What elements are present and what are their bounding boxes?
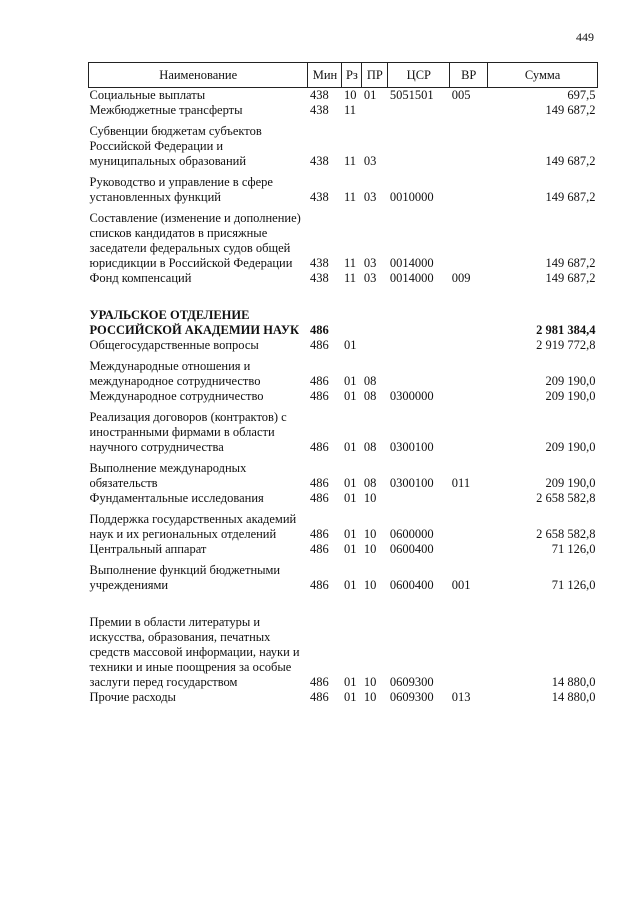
row-min: 486	[309, 389, 329, 403]
row-name: Фонд компенсаций	[89, 271, 192, 285]
table-row	[89, 455, 598, 491]
row-rz: 01	[343, 491, 357, 505]
row-pr: 10	[363, 690, 377, 704]
row-min: 486	[309, 491, 329, 505]
row-pr	[362, 338, 388, 353]
table-row	[89, 353, 598, 389]
row-vr: 009	[451, 271, 471, 285]
row-name: Поддержка государственных академий наук и их региональных отделений	[89, 512, 297, 541]
table-row	[89, 506, 598, 542]
row-min: 438	[309, 103, 329, 117]
table-row	[89, 205, 598, 271]
row-min: 438	[309, 256, 329, 270]
row-vr	[450, 118, 488, 169]
row-min: 486	[309, 527, 329, 541]
row-name: Выполнение функций бюджетными учреждениями	[89, 563, 281, 592]
row-vr	[450, 169, 488, 205]
header-sum: Сумма	[488, 63, 598, 88]
table-row	[89, 118, 598, 169]
row-vr	[450, 205, 488, 271]
row-pr: 08	[363, 440, 377, 454]
table-row	[89, 169, 598, 205]
row-pr: 10	[363, 675, 377, 689]
row-vr: 013	[451, 690, 471, 704]
row-vr	[450, 593, 488, 690]
row-pr: 03	[363, 256, 377, 270]
row-pr: 10	[363, 527, 377, 541]
row-csr: 0010000	[389, 190, 434, 204]
row-sum: 71 126,0	[551, 578, 596, 592]
row-min: 486	[309, 542, 329, 556]
row-min: 438	[309, 271, 329, 285]
row-rz: 11	[343, 271, 356, 285]
row-min: 486	[309, 476, 329, 490]
header-rz: Рз	[342, 63, 362, 88]
row-min: 486	[309, 578, 329, 592]
row-vr	[450, 353, 488, 389]
table-row	[89, 88, 598, 104]
table-row	[89, 103, 598, 118]
row-name: Социальные выплаты	[89, 88, 206, 102]
row-sum: 149 687,2	[545, 103, 596, 117]
row-vr	[450, 404, 488, 455]
row-vr	[450, 389, 488, 404]
row-pr	[362, 103, 388, 118]
row-rz: 01	[343, 690, 357, 704]
row-vr: 011	[451, 476, 471, 490]
row-rz: 11	[343, 190, 356, 204]
row-sum: 697,5	[567, 88, 596, 102]
row-vr	[450, 338, 488, 353]
row-vr	[450, 491, 488, 506]
row-pr: 03	[363, 154, 377, 168]
table-row-section	[89, 286, 598, 338]
row-vr	[450, 506, 488, 542]
row-pr: 08	[363, 476, 377, 490]
row-rz: 11	[343, 256, 356, 270]
row-csr: 0600400	[389, 542, 434, 556]
row-sum: 14 880,0	[551, 675, 596, 689]
row-rz: 01	[343, 527, 357, 541]
row-vr	[450, 286, 488, 338]
row-rz: 11	[343, 103, 356, 117]
row-vr: 005	[451, 88, 471, 102]
row-rz: 01	[343, 374, 357, 388]
row-vr	[450, 103, 488, 118]
row-pr: 10	[363, 491, 377, 505]
row-sum: 2 919 772,8	[536, 338, 596, 352]
row-vr: 001	[451, 578, 471, 592]
row-csr	[388, 103, 450, 118]
budget-table	[88, 62, 598, 705]
table-row	[89, 389, 598, 404]
row-pr: 10	[363, 542, 377, 556]
row-name: Реализация договоров (контрактов) с иностранными фирмами в области научного сотрудничества	[89, 410, 287, 454]
row-pr: 08	[363, 374, 377, 388]
row-name: Субвенции бюджетам субъектов Российской Федерации и муниципальных образований	[89, 124, 262, 168]
row-min: 486	[309, 440, 329, 454]
row-csr: 0014000	[389, 256, 434, 270]
row-pr: 08	[363, 389, 377, 403]
row-name: Прочие расходы	[89, 690, 176, 704]
row-name: Премии в области литературы и искусства, образования, печатных средств массовой информации, науки и техники и иные поощрения за особые заслуги перед государством	[89, 615, 300, 689]
row-sum: 14 880,0	[551, 690, 596, 704]
row-csr: 0600000	[389, 527, 434, 541]
row-name: Международное сотрудничество	[89, 389, 264, 403]
row-sum: 149 687,2	[545, 256, 596, 270]
row-csr: 0609300	[389, 675, 434, 689]
row-min: 486	[309, 374, 329, 388]
row-name: Фундаментальные исследования	[89, 491, 264, 505]
row-sum: 209 190,0	[545, 476, 596, 490]
row-min: 438	[309, 190, 329, 204]
row-name: Руководство и управление в сфере установленных функций	[89, 175, 273, 204]
row-pr	[362, 286, 388, 338]
row-min: 486	[309, 323, 329, 337]
row-csr: 0300100	[389, 440, 434, 454]
table-row	[89, 271, 598, 286]
row-csr	[388, 338, 450, 353]
header-name: Наименование	[89, 63, 308, 88]
row-rz: 01	[343, 476, 357, 490]
row-sum: 149 687,2	[545, 154, 596, 168]
page-number: 449	[576, 30, 594, 44]
row-rz: 01	[343, 542, 357, 556]
row-sum: 209 190,0	[545, 389, 596, 403]
header-min: Мин	[308, 63, 342, 88]
row-sum: 2 981 384,4	[536, 323, 596, 337]
row-sum: 2 658 582,8	[536, 527, 596, 541]
table-row	[89, 491, 598, 506]
row-sum: 71 126,0	[551, 542, 596, 556]
row-rz: 01	[343, 440, 357, 454]
row-sum: 149 687,2	[545, 271, 596, 285]
table-row	[89, 338, 598, 353]
row-name: Межбюджетные трансферты	[89, 103, 243, 117]
row-rz: 01	[343, 338, 357, 352]
row-min: 486	[309, 338, 329, 352]
row-csr: 0014000	[389, 271, 434, 285]
row-min: 486	[309, 690, 329, 704]
row-name: Центральный аппарат	[89, 542, 207, 556]
table-row	[89, 542, 598, 557]
row-min: 486	[309, 675, 329, 689]
row-pr: 10	[363, 578, 377, 592]
row-csr	[388, 286, 450, 338]
row-sum: 2 658 582,8	[536, 491, 596, 505]
row-rz: 01	[343, 675, 357, 689]
row-name: Международные отношения и международное сотрудничество	[89, 359, 261, 388]
row-pr: 01	[363, 88, 377, 102]
row-min: 438	[309, 88, 329, 102]
table-row	[89, 557, 598, 593]
header-pr: ПР	[362, 63, 388, 88]
row-pr: 03	[363, 190, 377, 204]
row-rz: 01	[343, 389, 357, 403]
row-name: Выполнение международных обязательств	[89, 461, 247, 490]
row-rz: 10	[343, 88, 357, 102]
header-csr: ЦСР	[388, 63, 450, 88]
row-csr	[388, 118, 450, 169]
row-min: 438	[309, 154, 329, 168]
row-vr	[450, 542, 488, 557]
header-vr: ВР	[450, 63, 488, 88]
row-csr: 0609300	[389, 690, 434, 704]
row-csr	[388, 491, 450, 506]
row-csr: 0300100	[389, 476, 434, 490]
row-csr: 5051501	[389, 88, 434, 102]
table-row	[89, 690, 598, 705]
row-name: Составление (изменение и дополнение) списков кандидатов в присяжные заседатели федеральных судов общей юрисдикции в Российской Федерации	[89, 211, 301, 270]
row-pr: 03	[363, 271, 377, 285]
table-header	[89, 63, 598, 88]
row-rz: 11	[343, 154, 356, 168]
row-rz: 01	[343, 578, 357, 592]
section-title: УРАЛЬСКОЕ ОТДЕЛЕНИЕ РОССИЙСКОЙ АКАДЕМИИ НАУК	[89, 308, 300, 337]
table-body	[89, 88, 598, 706]
table-row	[89, 593, 598, 690]
row-sum: 149 687,2	[545, 190, 596, 204]
row-name: Общегосударственные вопросы	[89, 338, 259, 352]
row-sum: 209 190,0	[545, 440, 596, 454]
row-csr	[388, 353, 450, 389]
table-row	[89, 404, 598, 455]
row-csr: 0300000	[389, 389, 434, 403]
row-rz	[342, 286, 362, 338]
row-csr: 0600400	[389, 578, 434, 592]
row-sum: 209 190,0	[545, 374, 596, 388]
